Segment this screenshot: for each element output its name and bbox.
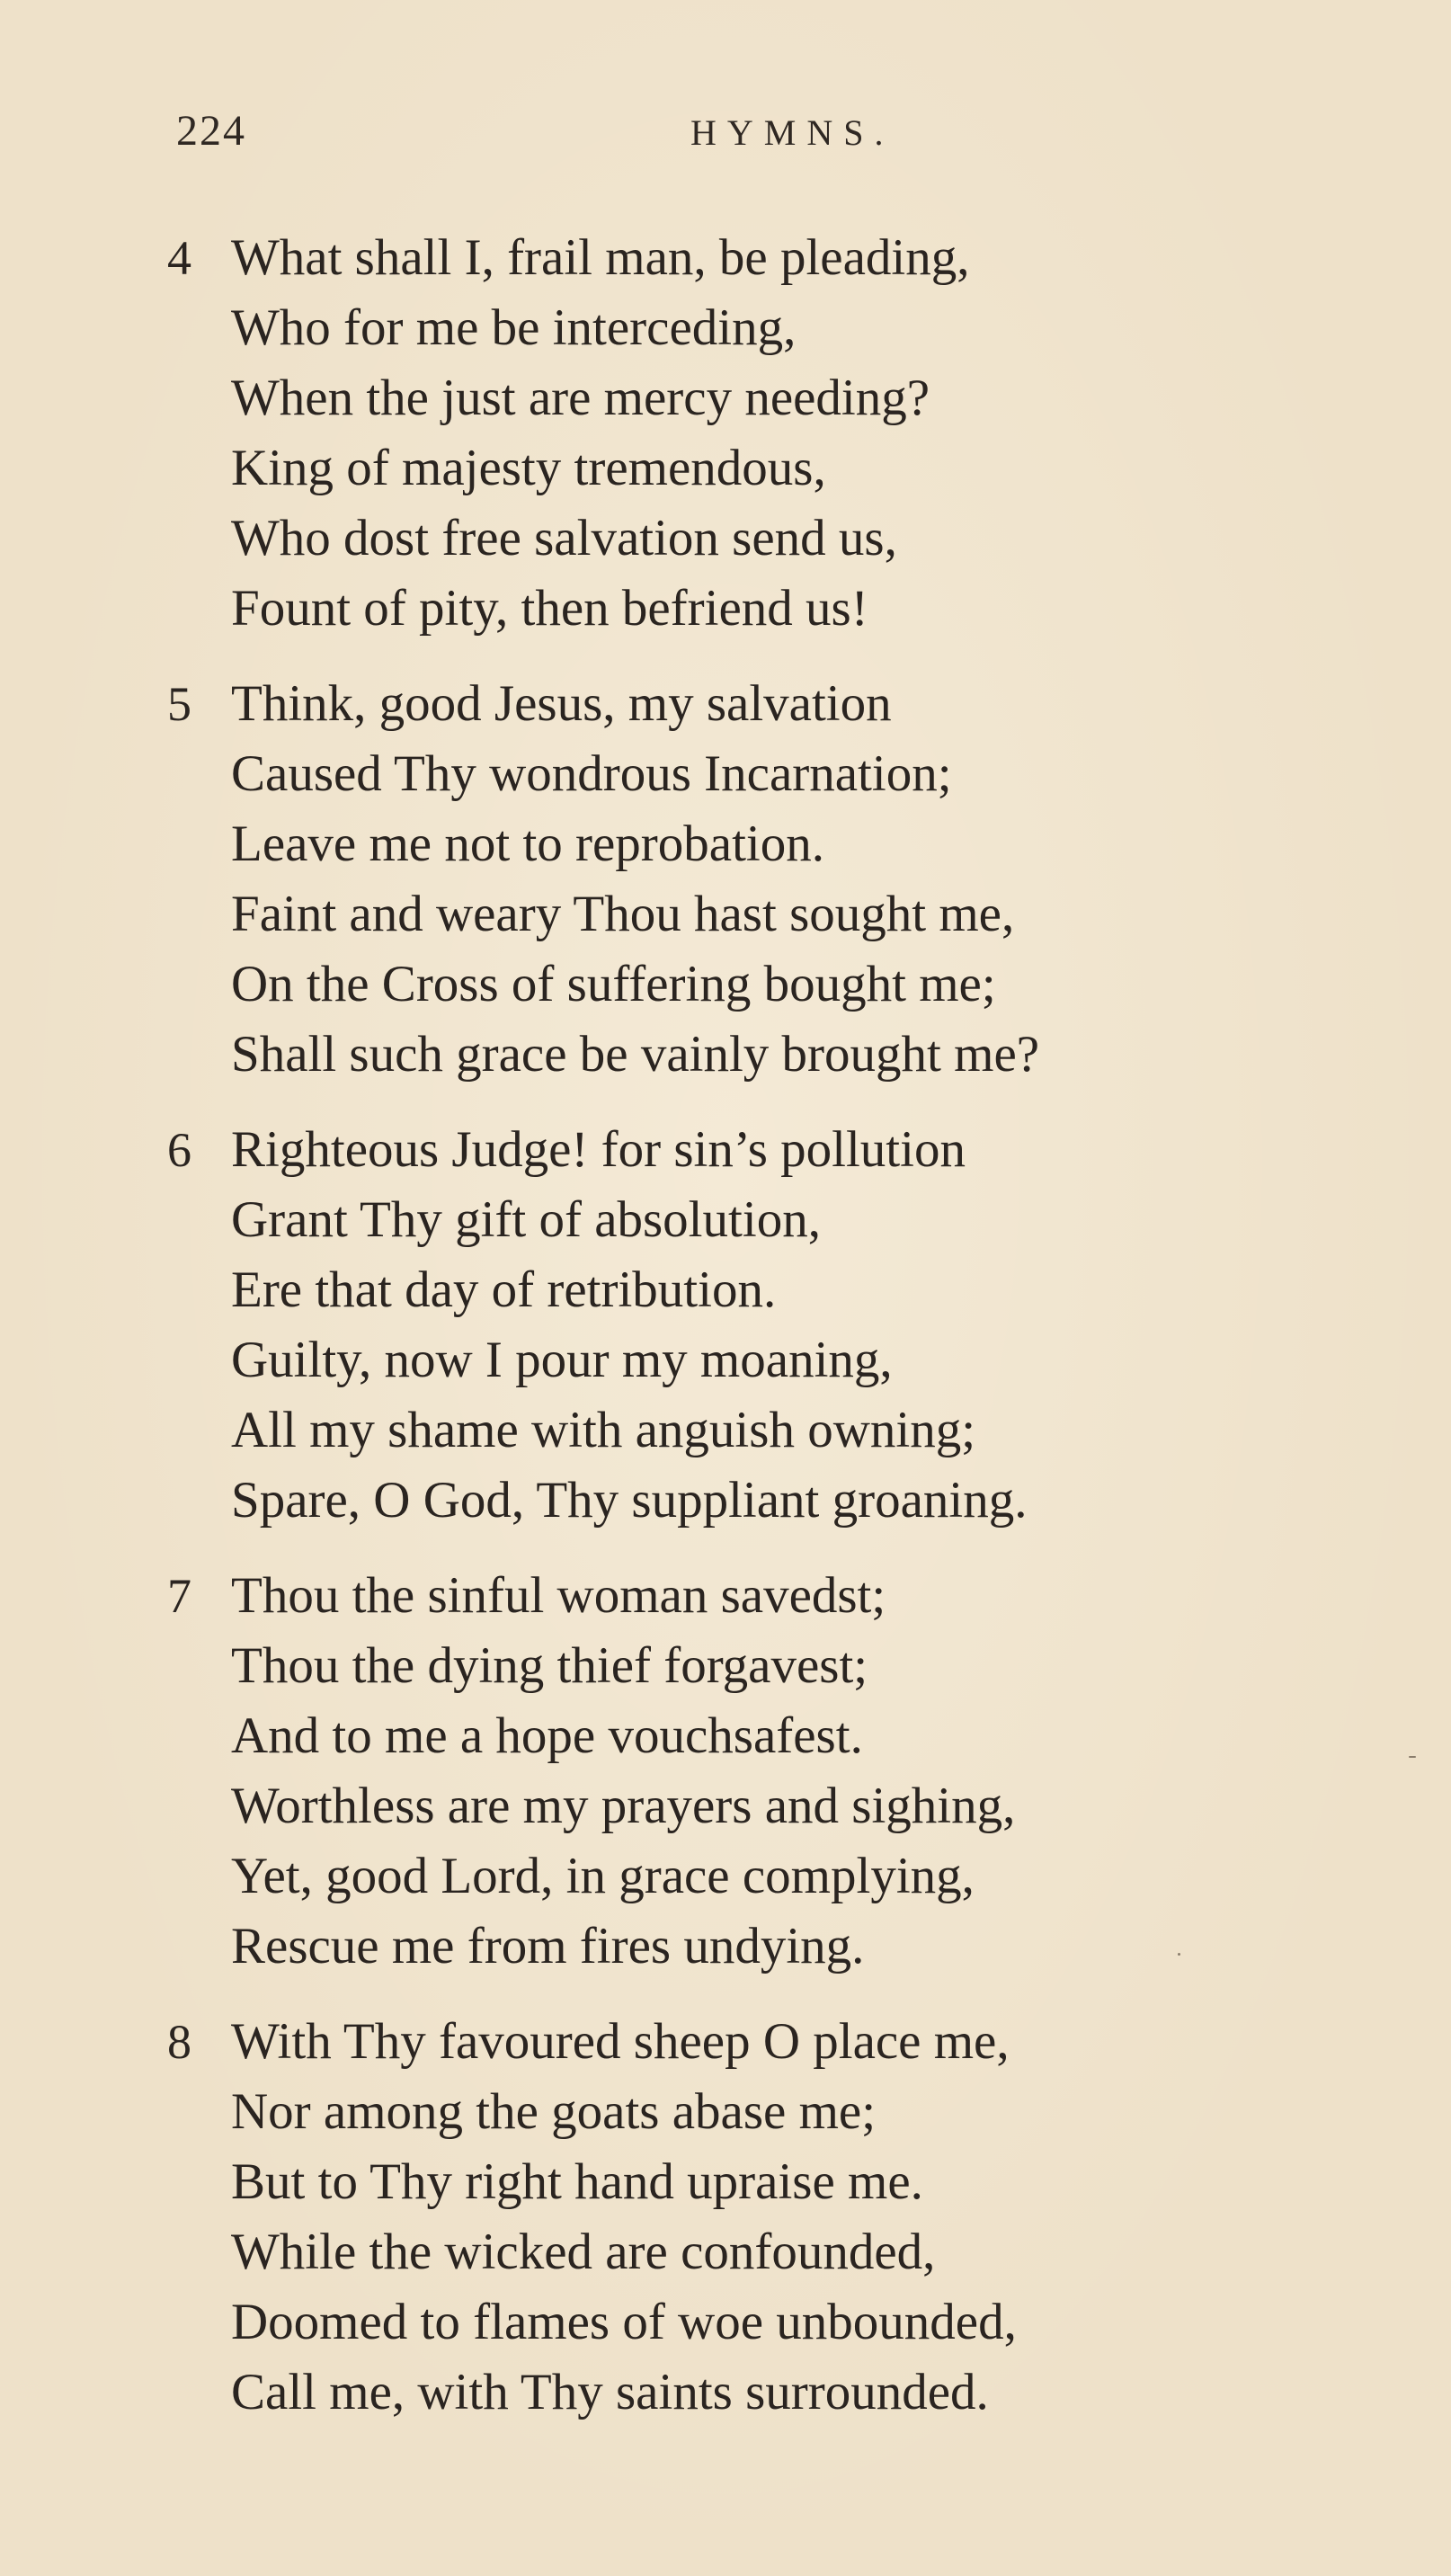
- verse-line: What shall I, frail man, be pleading,: [231, 229, 970, 286]
- verse-number: 7: [167, 1569, 191, 1623]
- verse-6: [167, 1115, 1336, 1536]
- running-title: HYMNS.: [690, 112, 895, 153]
- verse-line: Leave me not to reprobation.: [231, 816, 825, 872]
- verse-line: Who dost free salvation send us,: [231, 510, 897, 566]
- verse-line: Nor among the goats abase me;: [231, 2083, 877, 2140]
- verse-line: While the wicked are confounded,: [231, 2224, 936, 2280]
- verse-line: Rescue me from fires undying.: [231, 1918, 865, 1974]
- paper-speck: [1409, 1756, 1416, 1758]
- verse-line: When the just are mercy needing?: [231, 370, 930, 426]
- verse-line: Yet, good Lord, in grace complying,: [231, 1848, 975, 1904]
- paper-speck: [1178, 1953, 1180, 1956]
- verse-number: 8: [167, 2015, 191, 2069]
- verse-line: Caused Thy wondrous Incarnation;: [231, 745, 952, 802]
- verse-line: Faint and weary Thou hast sought me,: [231, 886, 1015, 942]
- verse-line: Ere that day of retribution.: [231, 1261, 777, 1318]
- verse-line: Doomed to flames of woe unbounded,: [231, 2294, 1017, 2350]
- verse-number: 5: [167, 677, 191, 731]
- hymn-text: [167, 223, 1336, 2453]
- verse-line: Fount of pity, then befriend us!: [231, 580, 868, 637]
- verse-5: [167, 669, 1336, 1090]
- verse-line: Think, good Jesus, my salvation: [231, 675, 892, 732]
- verse-line: Guilty, now I pour my moaning,: [231, 1332, 893, 1388]
- verse-line: But to Thy right hand upraise me.: [231, 2153, 923, 2210]
- verse-line: On the Cross of suffering bought me;: [231, 956, 996, 1012]
- verse-line: Grant Thy gift of absolution,: [231, 1191, 821, 1248]
- verse-number: 6: [167, 1123, 191, 1177]
- verse-line: Spare, O God, Thy suppliant groaning.: [231, 1472, 1028, 1529]
- verse-4: [167, 223, 1336, 644]
- verse-8: [167, 2007, 1336, 2428]
- verse-line: Worthless are my prayers and sighing,: [231, 1778, 1016, 1834]
- verse-line: And to me a hope vouchsafest.: [231, 1707, 863, 1764]
- page-header: [0, 106, 1451, 169]
- verse-line: Thou the dying thief forgavest;: [231, 1637, 868, 1694]
- verse-line: King of majesty tremendous,: [231, 440, 826, 496]
- verse-line: Shall such grace be vainly brought me?: [231, 1026, 1040, 1083]
- verse-line: All my shame with anguish owning;: [231, 1402, 976, 1458]
- verse-line: With Thy favoured sheep O place me,: [231, 2013, 1010, 2070]
- verse-7: [167, 1561, 1336, 1982]
- verse-line: Righteous Judge! for sin’s pollution: [231, 1121, 966, 1178]
- verse-line: Who for me be interceding,: [231, 299, 797, 356]
- page-number: 224: [176, 107, 246, 155]
- verse-line: Thou the sinful woman savedst;: [231, 1567, 886, 1624]
- verse-line: Call me, with Thy saints surrounded.: [231, 2364, 989, 2420]
- verse-number: 4: [167, 231, 191, 285]
